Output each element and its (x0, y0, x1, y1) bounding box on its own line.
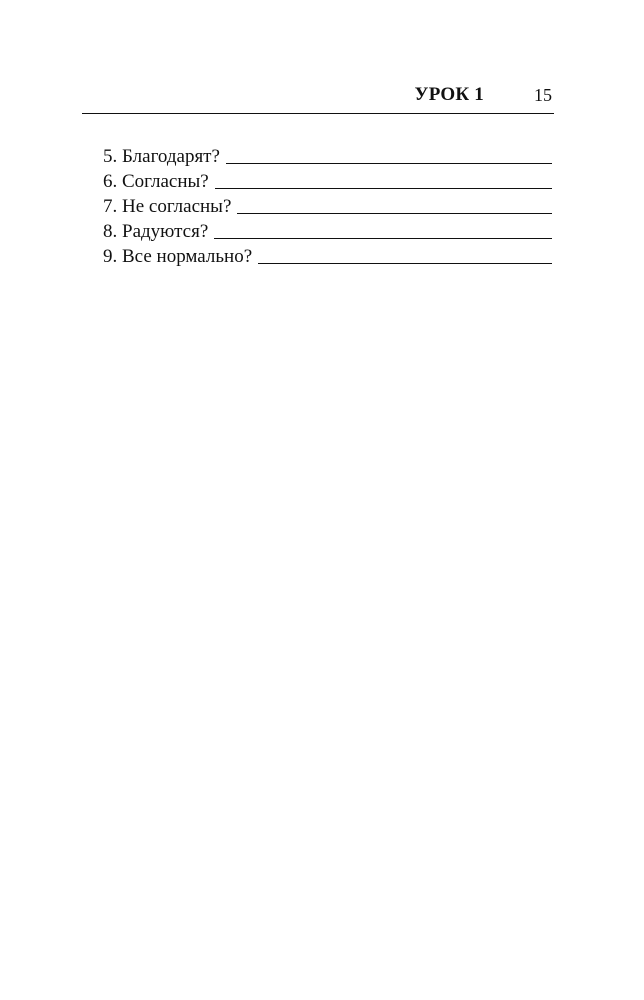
exercise-question: 6. Согласны? (103, 171, 209, 192)
exercise-item-7 (103, 194, 552, 219)
exercise-list (103, 144, 552, 269)
answer-blank (215, 188, 552, 189)
exercise-item-5 (103, 144, 552, 169)
answer-blank (226, 163, 552, 164)
page-number: 15 (534, 85, 552, 105)
answer-blank (237, 213, 552, 214)
exercise-item-8 (103, 219, 552, 244)
exercise-item-6 (103, 169, 552, 194)
header-rule (82, 113, 554, 114)
exercise-question: 7. Не согласны? (103, 196, 232, 217)
exercise-question: 5. Благодарят? (103, 146, 220, 167)
lesson-title: УРОК 1 (414, 84, 484, 105)
exercise-question: 8. Радуются? (103, 221, 209, 242)
answer-blank (214, 238, 552, 239)
running-header (82, 84, 554, 114)
answer-blank (258, 263, 552, 264)
exercise-question: 9. Все нормально? (103, 246, 253, 267)
exercise-item-9 (103, 244, 552, 269)
